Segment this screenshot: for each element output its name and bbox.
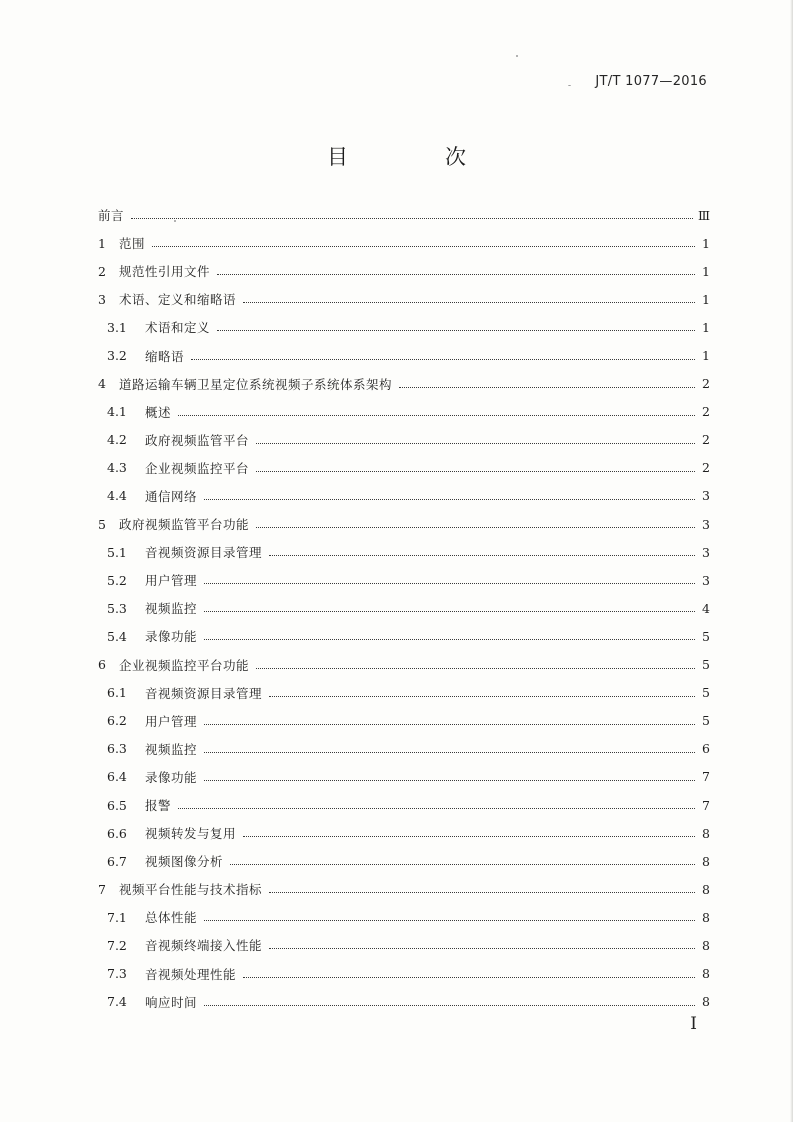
dot-leader [204, 1004, 695, 1006]
toc-entry-number: 5.1 [107, 544, 127, 560]
toc-entry-number: 5.2 [107, 572, 127, 588]
dot-leader [269, 695, 695, 697]
toc-entry[interactable] [98, 707, 710, 735]
toc-entry[interactable] [98, 903, 710, 931]
toc-entry[interactable] [98, 763, 710, 791]
dot-leader [243, 301, 695, 303]
toc-entry-page: 1 [702, 319, 710, 335]
toc-entry-number: 4.3 [107, 460, 127, 476]
dot-leader [243, 976, 695, 978]
toc-entry-page: 3 [702, 516, 710, 532]
dot-leader [204, 582, 695, 584]
toc-entry-number: 4.4 [107, 488, 127, 504]
toc-entry[interactable] [98, 931, 710, 959]
dot-leader [256, 442, 695, 444]
dot-leader [204, 751, 695, 753]
toc-entry-page: 5 [702, 628, 710, 644]
toc-entry-number: 5.4 [107, 628, 127, 644]
toc-entry-label: 通信网络 [145, 488, 198, 504]
toc-entry-number: 7 [98, 881, 106, 897]
toc-entry-number: 6 [98, 657, 106, 673]
toc-entry-page: 2 [702, 460, 710, 476]
dot-leader [204, 779, 695, 781]
toc-entry-label: 政府视频监管平台功能 [119, 517, 250, 533]
toc-entry-page: 3 [702, 572, 710, 588]
dot-leader [131, 217, 693, 219]
toc-entry-number: 7.1 [107, 909, 127, 925]
toc-entry[interactable] [98, 819, 710, 847]
toc-entry-number: 6.3 [107, 741, 127, 757]
toc-entry-page: 1 [702, 235, 710, 251]
toc-entry-label: 响应时间 [145, 994, 198, 1010]
toc-entry-page: 8 [702, 825, 710, 841]
toc-entry-page: 2 [702, 432, 710, 448]
toc-entry-label: 总体性能 [145, 910, 198, 926]
toc-entry[interactable] [98, 988, 710, 1016]
toc-entry-page: 3 [702, 544, 710, 560]
toc-entry[interactable] [98, 651, 710, 679]
dot-leader [178, 414, 695, 416]
toc-entry-page: Ⅲ [697, 207, 710, 223]
toc-entry[interactable] [98, 370, 710, 398]
toc-entry-page: 1 [702, 348, 710, 364]
dot-leader [230, 863, 695, 865]
toc-entry-label: 音视频终端接入性能 [145, 938, 263, 954]
toc-entry[interactable] [98, 622, 710, 650]
toc-entry[interactable] [98, 735, 710, 763]
dot-leader [217, 329, 695, 331]
toc-entry-number: 7.3 [107, 966, 127, 982]
toc-entry-page: 8 [702, 966, 710, 982]
toc-entry-number: 6.5 [107, 797, 127, 813]
toc-entry-page: 5 [702, 685, 710, 701]
toc-entry-page: 2 [702, 404, 710, 420]
toc-entry[interactable] [98, 960, 710, 988]
page-title: 目 次 [327, 145, 504, 169]
toc-entry[interactable] [98, 285, 710, 313]
toc-entry[interactable] [98, 426, 710, 454]
toc-entry-label: 视频监控 [145, 741, 198, 757]
toc-entry-number: 4.1 [107, 404, 127, 420]
toc-entry[interactable] [98, 791, 710, 819]
toc-entry-label: 规范性引用文件 [119, 264, 211, 280]
toc-entry[interactable] [98, 313, 710, 341]
dot-leader [152, 245, 695, 247]
dot-leader [217, 273, 695, 275]
toc-entry-page: 3 [702, 488, 710, 504]
toc-entry[interactable] [98, 594, 710, 622]
toc-entry[interactable] [98, 875, 710, 903]
toc-entry-label: 视频监控 [145, 601, 198, 617]
toc-entry-page: 8 [702, 994, 710, 1010]
toc-entry-page: 2 [702, 376, 710, 392]
toc-entry-label: 音视频资源目录管理 [145, 685, 263, 701]
toc-entry[interactable] [98, 538, 710, 566]
toc-entry[interactable] [98, 482, 710, 510]
toc-entry-number: 5 [98, 516, 106, 532]
toc-entry[interactable] [98, 566, 710, 594]
dot-leader [269, 554, 695, 556]
toc-entry-page: 8 [702, 909, 710, 925]
toc-entry-number: 6.1 [107, 685, 127, 701]
dot-leader [204, 498, 695, 500]
dot-leader [256, 526, 695, 528]
dot-leader [269, 891, 695, 893]
toc-entry-label: 报警 [145, 798, 172, 814]
toc-entry-label: 录像功能 [145, 629, 198, 645]
toc-entry-page: 8 [702, 881, 710, 897]
dot-leader [204, 723, 695, 725]
toc-entry-label: 视频平台性能与技术指标 [119, 882, 263, 898]
toc-entry-number: 4 [98, 376, 106, 392]
document-code: JT/T 1077—2016 [595, 74, 707, 89]
toc-entry-label: 概述 [145, 404, 172, 420]
toc-entry-page: 8 [702, 937, 710, 953]
toc-entry-number: 2 [98, 263, 106, 279]
toc-entry-page: 4 [702, 600, 710, 616]
toc-entry-number: 3 [98, 291, 106, 307]
dot-leader [269, 947, 695, 949]
toc-entry-label: 视频图像分析 [145, 854, 224, 870]
toc-entry-number: 6.4 [107, 769, 127, 785]
dot-leader [191, 358, 695, 360]
toc-entry-label: 音视频处理性能 [145, 966, 237, 982]
toc-entry-number: 5.3 [107, 600, 127, 616]
toc-entry-label: 政府视频监管平台 [145, 432, 250, 448]
toc-entry-number: 6.7 [107, 853, 127, 869]
toc-entry[interactable] [98, 510, 710, 538]
toc-entry-page: 8 [702, 853, 710, 869]
toc-entry-number: 3.2 [107, 348, 127, 364]
toc-entry[interactable] [98, 229, 710, 257]
scan-speck [568, 85, 571, 86]
toc-entry-label: 道路运输车辆卫星定位系统视频子系统体系架构 [119, 376, 393, 392]
toc-entry-page: 5 [702, 713, 710, 729]
dot-leader [204, 919, 695, 921]
toc-entry[interactable] [98, 847, 710, 875]
toc-entry-label: 范围 [119, 236, 146, 252]
toc-entry-page: 1 [702, 263, 710, 279]
toc-entry-label: 音视频资源目录管理 [145, 545, 263, 561]
toc-entry-label: 术语、定义和缩略语 [119, 292, 237, 308]
toc-entry-label: 前言 [98, 208, 125, 224]
toc-entry-label: 视频转发与复用 [145, 826, 237, 842]
toc-entry-page: 7 [702, 769, 710, 785]
toc-entry-number: 3.1 [107, 319, 127, 335]
toc-entry-label: 术语和定义 [145, 320, 211, 336]
dot-leader [178, 807, 695, 809]
page-number: I [690, 1014, 697, 1034]
toc-entry-label: 用户管理 [145, 713, 198, 729]
toc-entry-label: 用户管理 [145, 573, 198, 589]
toc-entry-number: 7.2 [107, 937, 127, 953]
dot-leader [256, 667, 695, 669]
toc-entry-number: 6.2 [107, 713, 127, 729]
toc-entry-number: 1 [98, 235, 106, 251]
toc-entry[interactable] [98, 257, 710, 285]
toc-entry[interactable] [98, 679, 710, 707]
dot-leader [204, 638, 695, 640]
toc-entry-label: 企业视频监控平台 [145, 460, 250, 476]
toc-entry-number: 4.2 [107, 432, 127, 448]
toc-entry-page: 5 [702, 657, 710, 673]
toc-entry[interactable] [98, 454, 710, 482]
toc-entry-page: 7 [702, 797, 710, 813]
toc-entry-page: 1 [702, 291, 710, 307]
toc-entry-page: 6 [702, 741, 710, 757]
toc-entry-label: 录像功能 [145, 769, 198, 785]
dot-leader [243, 835, 695, 837]
toc-entry-label: 缩略语 [145, 348, 185, 364]
toc-entry[interactable] [98, 398, 710, 426]
toc-entry-number: 7.4 [107, 994, 127, 1010]
toc-entry[interactable] [98, 341, 710, 369]
toc-entry[interactable] [98, 201, 710, 229]
toc-entry-label: 企业视频监控平台功能 [119, 657, 250, 673]
dot-leader [399, 386, 695, 388]
table-of-contents [98, 201, 710, 1016]
dot-leader [204, 610, 695, 612]
dot-leader [256, 470, 695, 472]
toc-entry-number: 6.6 [107, 825, 127, 841]
scan-speck [516, 55, 518, 57]
